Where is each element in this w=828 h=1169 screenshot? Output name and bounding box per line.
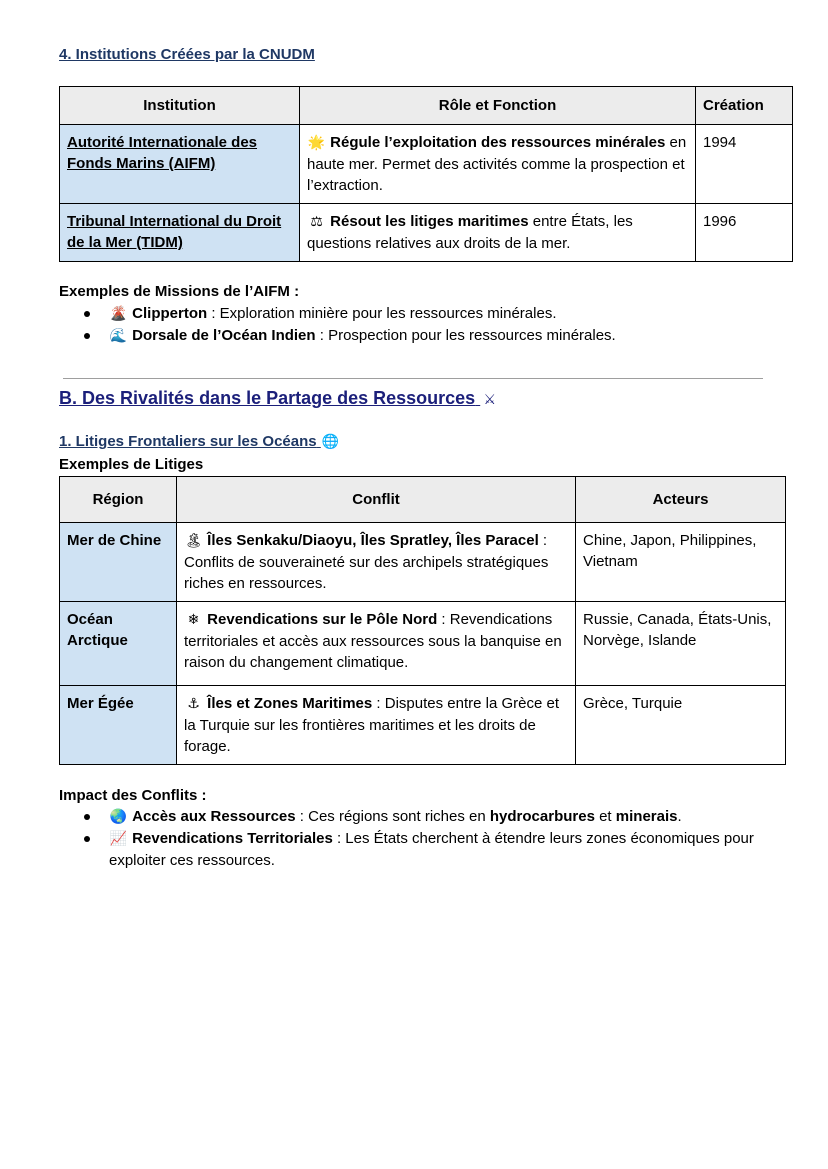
list-item xyxy=(88,325,768,347)
role-tidm-bold: Résout les litiges maritimes xyxy=(330,213,529,230)
impact-revendications: Revendications Territoriales xyxy=(132,830,333,847)
year-tidm: 1996 xyxy=(696,204,793,262)
crossed-swords-icon: ⚔ xyxy=(483,392,496,408)
role-aifm-text: en haute mer. Permet des activités comme la prospection et l’extraction. xyxy=(307,134,687,194)
section-1-heading xyxy=(59,433,340,450)
col-header-actors: Acteurs xyxy=(576,477,786,523)
impact-period: . xyxy=(677,808,682,825)
section-1-title: 1. Litiges Frontaliers sur les Océans xyxy=(59,433,317,450)
col-header-role: Rôle et Fonction xyxy=(300,87,696,125)
horizontal-divider xyxy=(63,378,763,379)
col-header-creation: Création xyxy=(696,87,793,125)
impact-heading: Impact des Conflits : xyxy=(59,787,207,804)
conflict-mer-de-chine-bold: Îles Senkaku/Diaoyu, Îles Spratley, Îles Paracel xyxy=(207,532,539,549)
col-header-institution: Institution xyxy=(60,87,300,125)
list-item xyxy=(88,806,768,828)
institution-aifm[interactable]: Autorité Internationale des Fonds Marins (AIFM) xyxy=(60,125,300,204)
col-header-region: Région xyxy=(60,477,177,523)
conflict-mer-egee-text: : Disputes entre la Grèce et la Turquie sur les frontières maritimes et les droits de forage. xyxy=(184,695,559,755)
wave-icon: 🌊 xyxy=(109,328,128,344)
conflict-ocean-arctique-text: : Revendications territoriales et accès aux ressources sous la banquise en raison du changement climatique. xyxy=(184,611,562,671)
role-tidm xyxy=(300,204,696,262)
impact-hydrocarbures: hydrocarbures xyxy=(489,808,595,825)
earth-icon: 🌏 xyxy=(109,809,128,825)
region-mer-de-chine: Mer de Chine xyxy=(60,523,177,602)
conflict-ocean-arctique xyxy=(177,602,576,686)
disputes-table xyxy=(59,476,786,765)
list-item xyxy=(88,303,768,325)
region-mer-egee: Mer Égée xyxy=(60,686,177,765)
role-aifm xyxy=(300,125,696,204)
col-header-conflict: Conflit xyxy=(177,477,576,523)
impact-list xyxy=(88,806,768,871)
role-aifm-bold: Régule l’exploitation des ressources minérales xyxy=(330,134,666,151)
region-ocean-arctique: Océan Arctique xyxy=(60,602,177,686)
institution-tidm[interactable]: Tribunal International du Droit de la Mer (TIDM) xyxy=(60,204,300,262)
island-icon: 🏝 xyxy=(184,533,203,549)
section-b-heading xyxy=(59,388,499,409)
actors-ocean-arctique: Russie, Canada, États-Unis, Norvège, Islande xyxy=(576,602,786,686)
conflict-mer-de-chine xyxy=(177,523,576,602)
conflict-mer-egee-bold: Îles et Zones Maritimes xyxy=(207,695,373,712)
actors-mer-egee: Grèce, Turquie xyxy=(576,686,786,765)
missions-list xyxy=(88,303,768,347)
mission-clipperton: Clipperton xyxy=(132,305,208,322)
conflict-ocean-arctique-bold: Revendications sur le Pôle Nord xyxy=(207,611,438,628)
section-4-heading: 4. Institutions Créées par la CNUDM xyxy=(59,46,315,63)
missions-heading: Exemples de Missions de l’AIFM : xyxy=(59,283,300,300)
impact-revendications-text: : Les États cherchent à étendre leurs zones économiques pour exploiter ces ressources. xyxy=(109,830,754,869)
role-tidm-text: entre États, les questions relatives aux droits de la mer. xyxy=(307,213,633,252)
snowflake-icon: ❄ xyxy=(187,612,200,628)
litiges-subtitle: Exemples de Litiges xyxy=(59,456,204,473)
list-item xyxy=(88,828,768,871)
conflict-mer-egee xyxy=(177,686,576,765)
institutions-table xyxy=(59,86,793,262)
chart-up-icon: 📈 xyxy=(109,831,128,847)
mission-dorsale-text: : Prospection pour les ressources minérales. xyxy=(315,327,616,344)
globe-icon: 🌐 xyxy=(321,434,339,450)
impact-acces-text: : Ces régions sont riches en xyxy=(295,808,490,825)
star-icon: 🌟 xyxy=(307,135,326,151)
impact-minerais: minerais xyxy=(615,808,678,825)
mission-dorsale: Dorsale de l’Océan Indien xyxy=(132,327,316,344)
mission-clipperton-text: : Exploration minière pour les ressources minérales. xyxy=(207,305,557,322)
section-b-title: B. Des Rivalités dans le Partage des Ressources xyxy=(59,388,476,408)
impact-acces: Accès aux Ressources xyxy=(132,808,296,825)
actors-mer-de-chine: Chine, Japon, Philippines, Vietnam xyxy=(576,523,786,602)
conflict-mer-de-chine-text: : Conflits de souveraineté sur des archipels stratégiques riches en ressources. xyxy=(184,532,549,592)
impact-et: et xyxy=(594,808,616,825)
year-aifm: 1994 xyxy=(696,125,793,204)
scales-icon: ⚖ xyxy=(310,214,323,230)
volcano-icon: 🌋 xyxy=(109,306,128,322)
anchor-icon: ⚓ xyxy=(187,696,200,712)
